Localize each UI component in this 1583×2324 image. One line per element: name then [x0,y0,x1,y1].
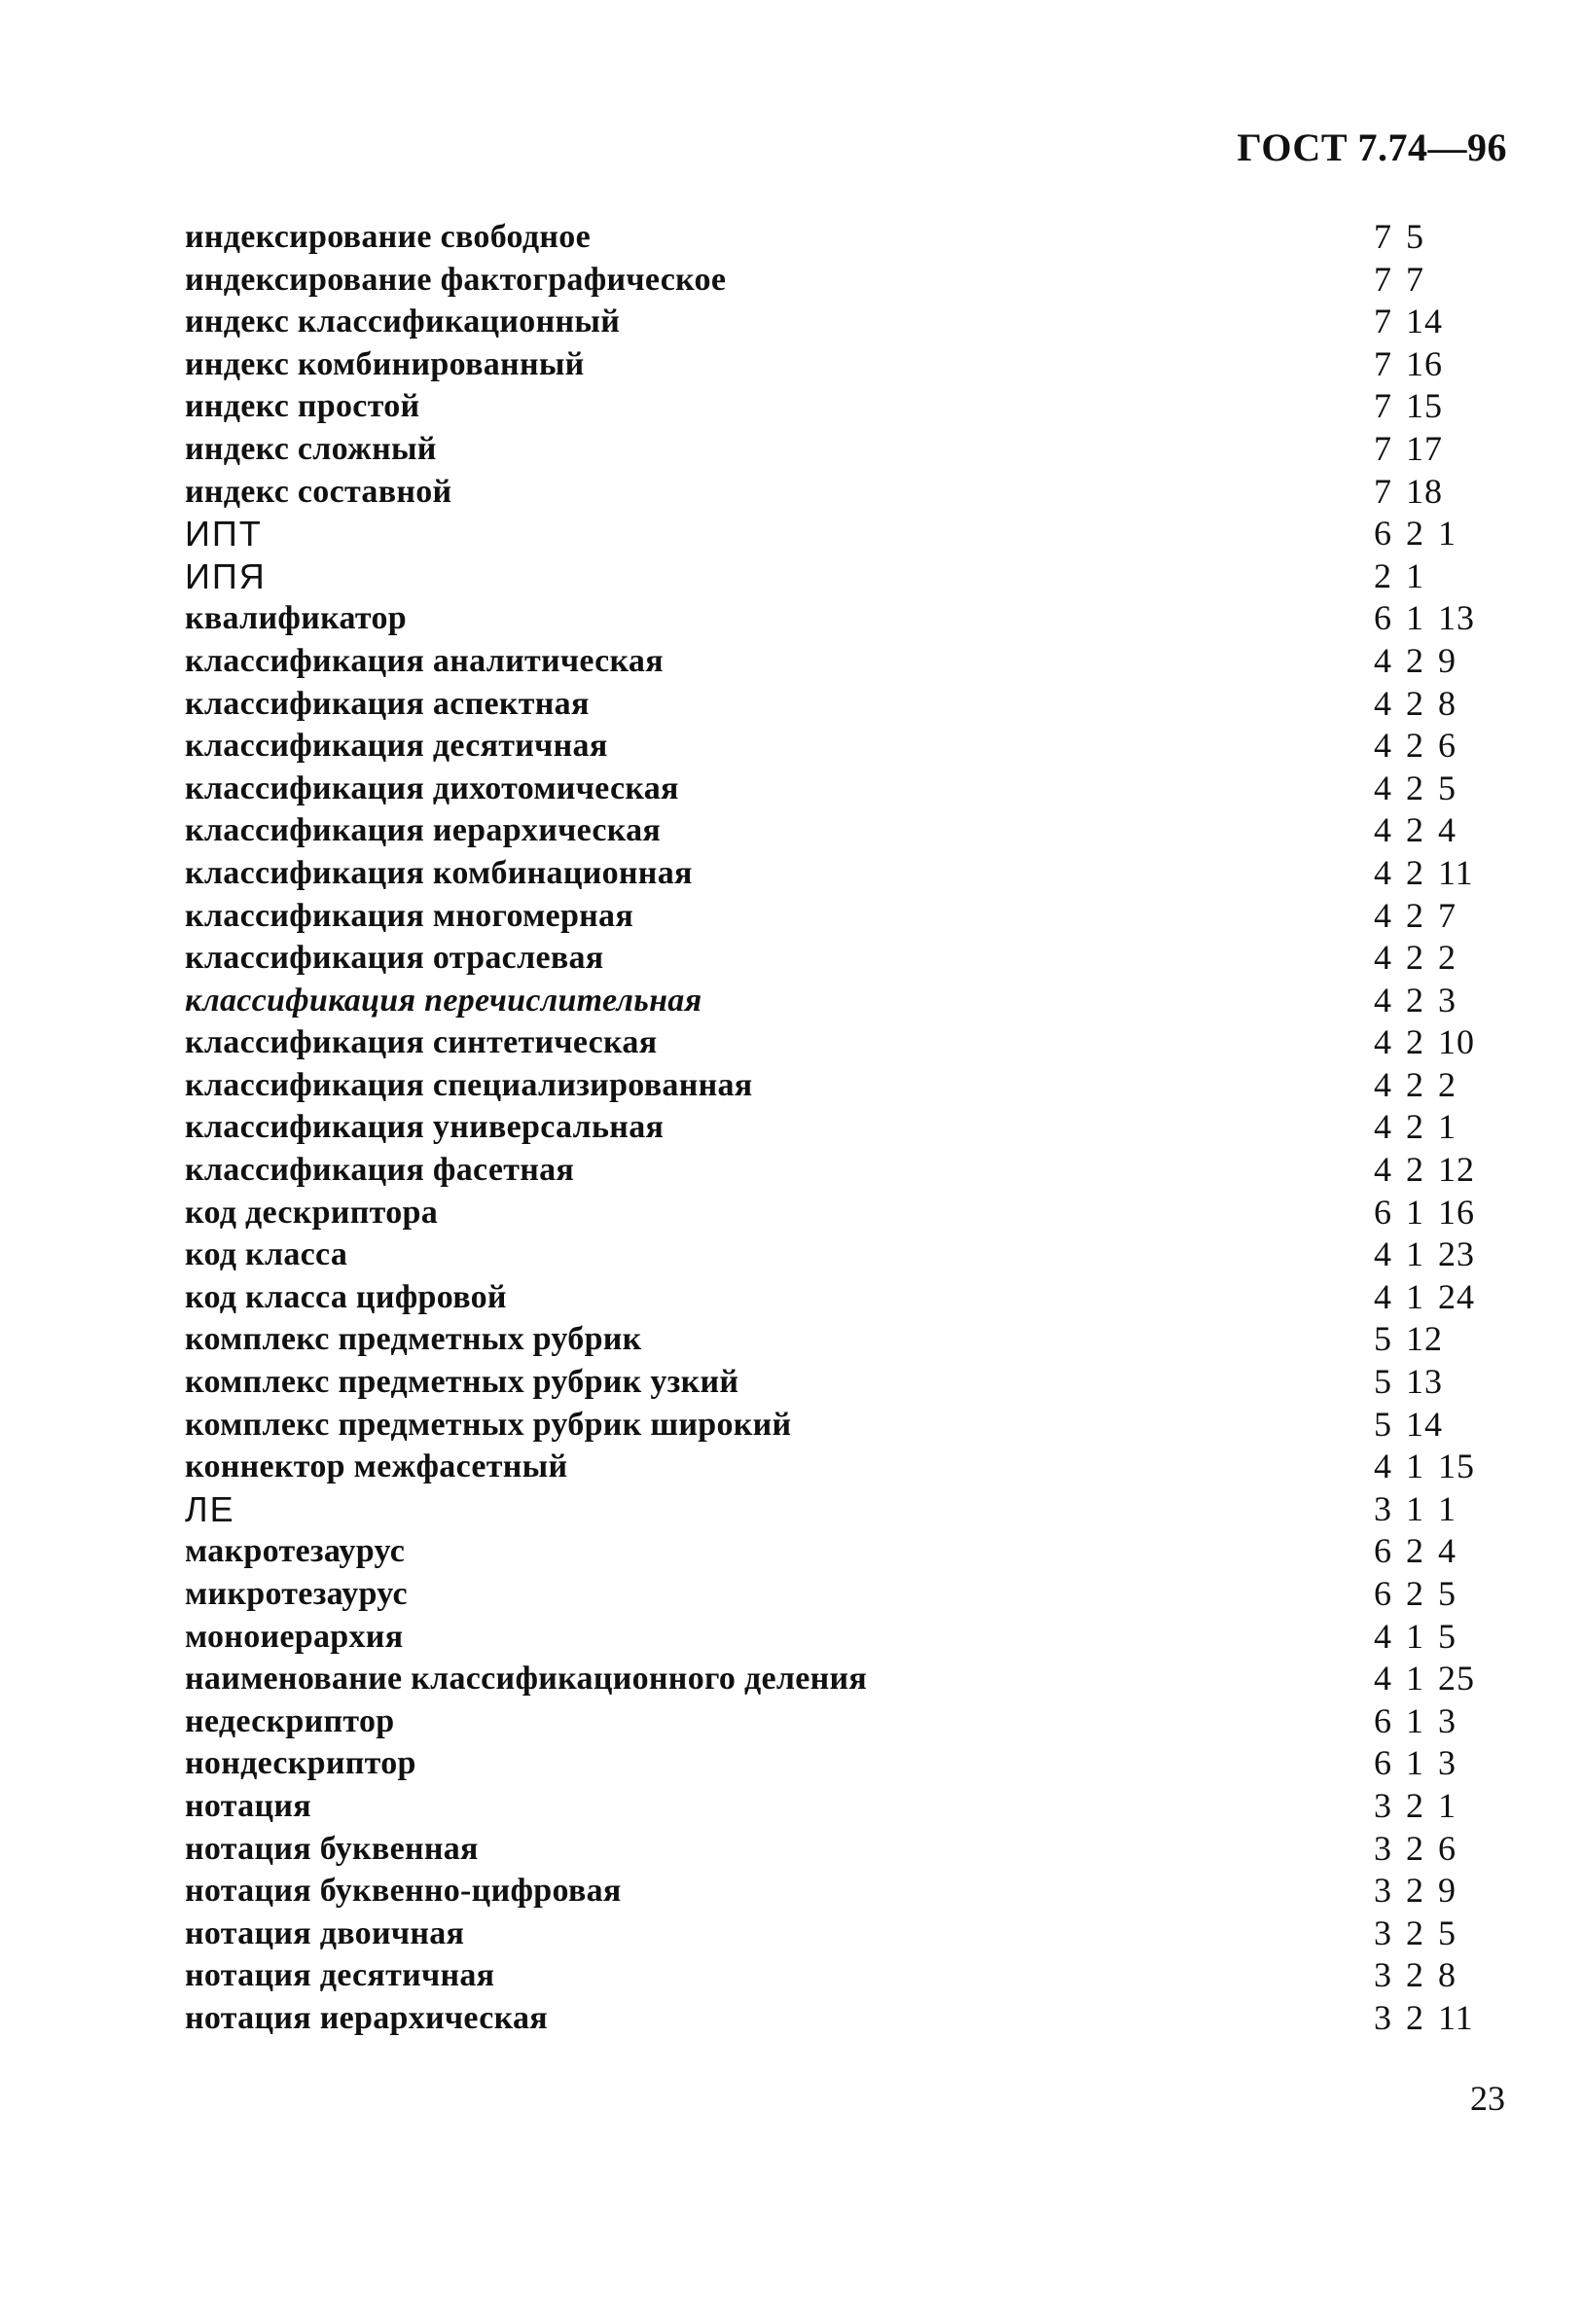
index-entry [185,1361,1489,1404]
index-entry [185,216,1489,259]
index-entry [185,1446,1489,1488]
alphabetical-index-list [185,216,1489,2040]
index-entry [185,1997,1489,2040]
section-reference: 5 12 [1374,1319,1443,1359]
index-term: комплекс предметных рубрик [185,1321,642,1358]
section-reference: 3 2 1 [1374,1785,1457,1825]
section-reference: 3 2 11 [1374,1997,1474,2037]
index-entry [185,301,1489,343]
section-reference: 4 2 4 [1374,810,1457,850]
index-entry [185,725,1489,768]
index-term: классификация комбинационная [185,854,693,891]
index-term: индексирование фактографическое [185,261,727,298]
index-entry [185,809,1489,852]
index-term: индекс классификационный [185,304,621,340]
index-term: код дескриптора [185,1194,438,1231]
index-term: индекс составной [185,473,452,510]
section-reference: 4 2 12 [1374,1150,1475,1190]
index-entry [185,555,1489,598]
index-entry [185,640,1489,683]
section-reference: 7 15 [1374,386,1443,426]
index-entry [185,980,1489,1022]
section-reference: 4 2 1 [1374,1107,1457,1147]
index-entry [185,428,1489,471]
index-term: наименование классификационного деления [185,1661,868,1698]
section-reference: 3 1 1 [1374,1488,1457,1528]
index-term: коннектор межфасетный [185,1448,568,1485]
index-entry [185,937,1489,980]
index-term: классификация фасетная [185,1152,575,1189]
standard-code-header: ГОСТ 7.74—96 [1237,125,1507,169]
section-reference: 4 2 8 [1374,683,1457,723]
index-term: нотация буквенно-цифровая [185,1873,622,1910]
index-term: недескриптор [185,1702,395,1739]
section-reference: 5 14 [1374,1404,1443,1444]
index-term: индекс простой [185,388,420,425]
section-reference: 4 2 9 [1374,640,1457,680]
index-entry [185,1954,1489,1997]
index-entry [185,1742,1489,1785]
index-entry [185,1488,1489,1531]
section-reference: 4 2 2 [1374,938,1457,978]
section-reference: 6 2 1 [1374,514,1457,554]
index-term: микротезаурус [185,1576,408,1612]
index-term: классификация универсальная [185,1109,665,1146]
index-entry [185,683,1489,726]
index-entry [185,1658,1489,1700]
index-entry [185,597,1489,640]
index-term: классификация отраслевая [185,940,604,977]
section-reference: 4 2 6 [1374,726,1457,766]
index-term: ЛЕ [185,1488,235,1529]
section-reference: 7 17 [1374,428,1443,468]
section-reference: 3 2 9 [1374,1871,1457,1911]
section-reference: 6 1 13 [1374,598,1475,638]
index-term: нотация [185,1787,311,1824]
index-term: классификация десятичная [185,728,608,765]
index-entry [185,1064,1489,1107]
index-term: нондескриптор [185,1745,416,1782]
index-entry [185,343,1489,386]
index-term: индекс сложный [185,430,437,467]
section-reference: 6 2 4 [1374,1531,1457,1571]
section-reference: 4 2 5 [1374,768,1457,807]
section-reference: 3 2 5 [1374,1913,1457,1952]
section-reference: 7 18 [1374,471,1443,511]
section-reference: 3 2 8 [1374,1955,1457,1995]
index-term: классификация многомерная [185,897,634,934]
section-reference: 7 14 [1374,302,1443,341]
index-term: ИПЯ [185,555,267,596]
index-term: ИПТ [185,514,263,554]
index-entry [185,1870,1489,1913]
index-term: моноиерархия [185,1618,404,1655]
index-entry [185,1700,1489,1743]
index-term: классификация дихотомическая [185,769,679,806]
index-entry [185,1106,1489,1149]
index-term: классификация аналитическая [185,642,664,679]
index-term: нотация буквенная [185,1830,479,1867]
section-reference: 4 1 25 [1374,1659,1475,1698]
section-reference: 4 1 15 [1374,1447,1475,1486]
index-term: классификация специализированная [185,1066,753,1103]
index-entry [185,1192,1489,1234]
index-entry [185,852,1489,895]
index-entry [185,471,1489,514]
section-reference: 7 5 [1374,217,1424,256]
index-entry [185,895,1489,938]
section-reference: 7 16 [1374,343,1443,383]
index-entry [185,1785,1489,1828]
index-entry [185,1318,1489,1361]
index-entry [185,1573,1489,1616]
index-entry [185,385,1489,428]
index-term: нотация десятичная [185,1957,495,1994]
index-term: код класса [185,1236,348,1273]
index-term: нотация двоичная [185,1914,465,1951]
section-reference: 4 2 11 [1374,852,1474,892]
index-term: классификация синтетическая [185,1024,658,1061]
index-entry [185,1616,1489,1659]
index-term: нотация иерархическая [185,1999,548,2036]
index-term: классификация иерархическая [185,812,662,849]
page-number: 23 [1470,2079,1505,2118]
index-term: комплекс предметных рубрик узкий [185,1364,739,1401]
section-reference: 7 7 [1374,259,1424,299]
section-reference: 4 2 3 [1374,980,1457,1019]
index-term: индекс комбинированный [185,345,585,382]
index-term: макротезаурус [185,1533,406,1570]
section-reference: 6 1 16 [1374,1192,1475,1232]
section-reference: 4 1 5 [1374,1616,1457,1656]
index-entry [185,259,1489,302]
section-reference: 4 2 10 [1374,1022,1475,1062]
index-entry [185,1149,1489,1192]
index-term: код класса цифровой [185,1278,507,1315]
index-entry [185,768,1489,810]
section-reference: 5 13 [1374,1362,1443,1402]
section-reference: 4 2 7 [1374,895,1457,935]
index-entry [185,1234,1489,1276]
index-entry [185,1913,1489,1955]
section-reference: 4 1 23 [1374,1234,1475,1274]
index-entry [185,1021,1489,1064]
section-reference: 3 2 6 [1374,1828,1457,1868]
section-reference: 6 1 3 [1374,1743,1457,1783]
index-entry [185,1828,1489,1871]
section-reference: 6 2 5 [1374,1574,1457,1613]
index-entry [185,1404,1489,1447]
index-entry [185,1530,1489,1573]
index-term: классификация перечислительная [185,982,702,1019]
index-entry [185,1276,1489,1319]
index-term: комплекс предметных рубрик широкий [185,1406,792,1443]
index-term: индексирование свободное [185,219,591,255]
index-term: классификация аспектная [185,685,590,722]
section-reference: 6 1 3 [1374,1700,1457,1740]
index-entry [185,513,1489,555]
section-reference: 4 2 2 [1374,1064,1457,1104]
section-reference: 2 1 [1374,555,1424,595]
index-term: квалификатор [185,600,407,637]
section-reference: 4 1 24 [1374,1276,1475,1316]
